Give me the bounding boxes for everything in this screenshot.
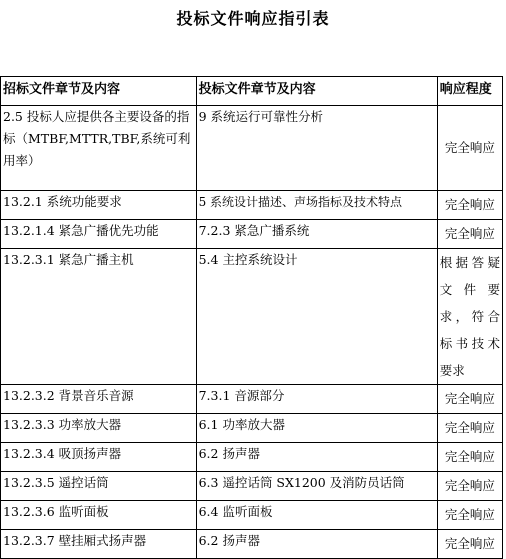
tender-cell: 13.2.3.2 背景音乐音源 [1, 385, 197, 414]
bid-cell: 5 系统设计描述、声场指标及技术特点 [196, 191, 437, 220]
tender-cell: 13.2.3.3 功率放大器 [1, 414, 197, 443]
table-row [1, 501, 503, 530]
response-cell: 完全响应 [437, 106, 502, 191]
table-row [1, 385, 503, 414]
table-row [1, 191, 503, 220]
response-guide-table [0, 76, 503, 559]
tender-cell: 13.2.3.5 遥控话筒 [1, 472, 197, 501]
header-response-level: 响应程度 [437, 77, 502, 106]
bid-cell: 6.2 扬声器 [196, 443, 437, 472]
tender-cell: 2.5 投标人应提供各主要设备的指标（MTBF,MTTR,TBF,系统可利用率） [1, 106, 197, 191]
response-cell: 完全响应 [437, 443, 502, 472]
tender-cell: 13.2.3.6 监听面板 [1, 501, 197, 530]
bid-cell: 6.2 扬声器 [196, 530, 437, 559]
response-cell: 完全响应 [437, 385, 502, 414]
response-cell: 完全响应 [437, 414, 502, 443]
header-tender-section: 招标文件章节及内容 [1, 77, 197, 106]
bid-cell: 6.3 遥控话筒 SX1200 及消防员话筒 [196, 472, 437, 501]
response-cell: 完全响应 [437, 191, 502, 220]
response-cell: 完全响应 [437, 530, 502, 559]
bid-cell: 7.2.3 紧急广播系统 [196, 220, 437, 249]
bid-cell: 7.3.1 音源部分 [196, 385, 437, 414]
table-row [1, 220, 503, 249]
bid-cell: 6.1 功率放大器 [196, 414, 437, 443]
table-row [1, 106, 503, 191]
table-row [1, 472, 503, 501]
response-cell: 根据答疑文件要求，符合标书技术要求 [437, 249, 502, 385]
bid-cell: 6.4 监听面板 [196, 501, 437, 530]
response-cell: 完全响应 [437, 472, 502, 501]
table-row [1, 249, 503, 385]
document-title: 投标文件响应指引表 [176, 9, 330, 28]
header-bid-section: 投标文件章节及内容 [196, 77, 437, 106]
table-row [1, 414, 503, 443]
response-cell: 完全响应 [437, 501, 502, 530]
table-header-row [1, 77, 503, 106]
table-row [1, 443, 503, 472]
tender-cell: 13.2.3.7 壁挂厢式扬声器 [1, 530, 197, 559]
tender-cell: 13.2.3.4 吸顶扬声器 [1, 443, 197, 472]
bid-cell: 9 系统运行可靠性分析 [196, 106, 437, 191]
tender-cell: 13.2.1 系统功能要求 [1, 191, 197, 220]
table-row [1, 530, 503, 559]
tender-cell: 13.2.1.4 紧急广播优先功能 [1, 220, 197, 249]
bid-cell: 5.4 主控系统设计 [196, 249, 437, 385]
tender-cell: 13.2.3.1 紧急广播主机 [1, 249, 197, 385]
response-cell: 完全响应 [437, 220, 502, 249]
